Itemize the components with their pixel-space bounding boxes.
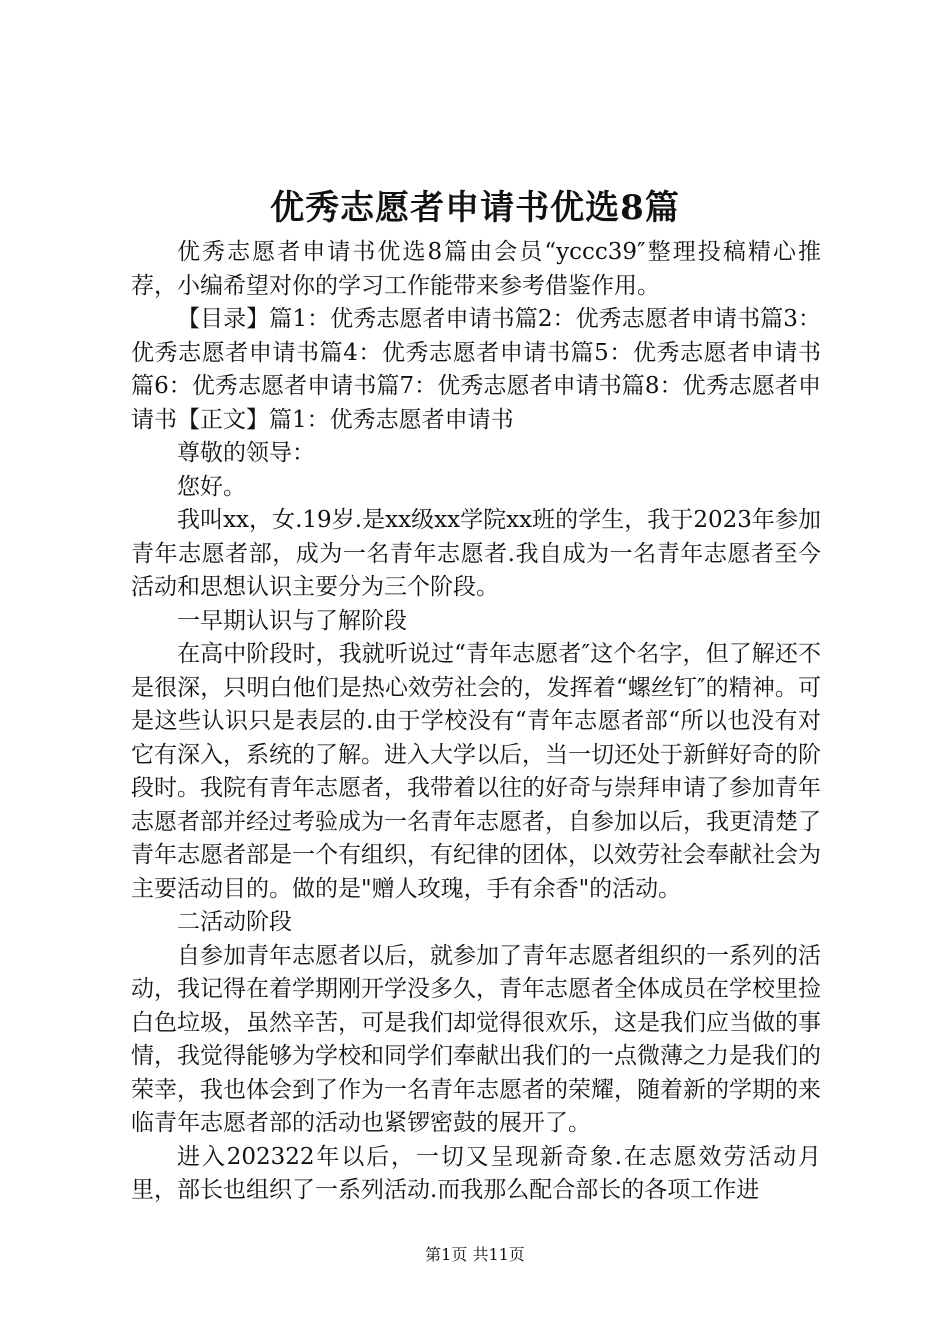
salutation: 尊敬的领导： — [177, 440, 315, 466]
greeting: 您好。 — [177, 473, 246, 500]
early-stage-paragraph: 在高中阶段时，我就听说过“青年志愿者″这个名字，但了解还不是很深，只明白他们是热心效劳社会的，发挥着“螺丝钉″的精神。可是这些认识只是表层的.由于学校没有“青年志愿者部“所以也没有对它有深入，系统的了解。进入大学以后，当一切还处于新鲜好奇的阶段时。我院有青年志愿者，我带着以往的好奇与崇拜申请了参加青年志愿者部并经过考验成为一名青年志愿者，自参加以后，我更清楚了青年志愿者部是一个有组织，有纪律的团体，以效劳社会奉献社会为主要活动目的。做的是"赠人玫瑰，手有余香"的活动。 — [131, 641, 821, 902]
document-title: 优秀志愿者申请书优选8篇 — [270, 188, 680, 228]
page-number-footer: 第1页 共11页 — [425, 1245, 525, 1264]
activity-stage-paragraph: 自参加青年志愿者以后，就参加了青年志愿者组织的一系列的活动，我记得在着学期刚开学没多久，青年志愿者全体成员在学校里捡白色垃圾，虽然辛苦，可是我们却觉得很欢乐，这是我们应当做的事情，我觉得能够为学校和同学们奉献出我们的一点微薄之力是我们的荣幸，我也体会到了作为一名青年志愿者的荣耀，随着新的学期的来临青年志愿者部的活动也紧锣密鼓的展开了。 — [131, 942, 821, 1136]
table-of-contents-paragraph: 【目录】篇1：优秀志愿者申请书篇2：优秀志愿者申请书篇3：优秀志愿者申请书篇4：优秀志愿者申请书篇5：优秀志愿者申请书篇6：优秀志愿者申请书篇7：优秀志愿者申请书篇8：优秀志愿者申请书【正文】篇1：优秀志愿者申请书 — [131, 306, 821, 433]
section-heading-activity-stage: 二活动阶段 — [177, 909, 292, 935]
intro-paragraph: 优秀志愿者申请书优选8篇由会员“yccc39″整理投稿精心推荐，小编希望对你的学习工作能带来参考借鉴作用。 — [131, 239, 821, 299]
new-year-paragraph: 进入202322年以后，一切又呈现新奇象.在志愿效劳活动月里，部长也组织了一系列活动.而我那么配合部长的各项工作进 — [131, 1143, 821, 1203]
document-body — [131, 236, 821, 1208]
section-heading-early-stage: 一早期认识与了解阶段 — [177, 607, 407, 634]
self-introduction-paragraph: 我叫xx，女.19岁.是xx级xx学院xx班的学生，我于2023年参加青年志愿者部，成为一名青年志愿者.我自成为一名青年志愿者至今活动和思想认识主要分为三个阶段。 — [131, 507, 821, 600]
